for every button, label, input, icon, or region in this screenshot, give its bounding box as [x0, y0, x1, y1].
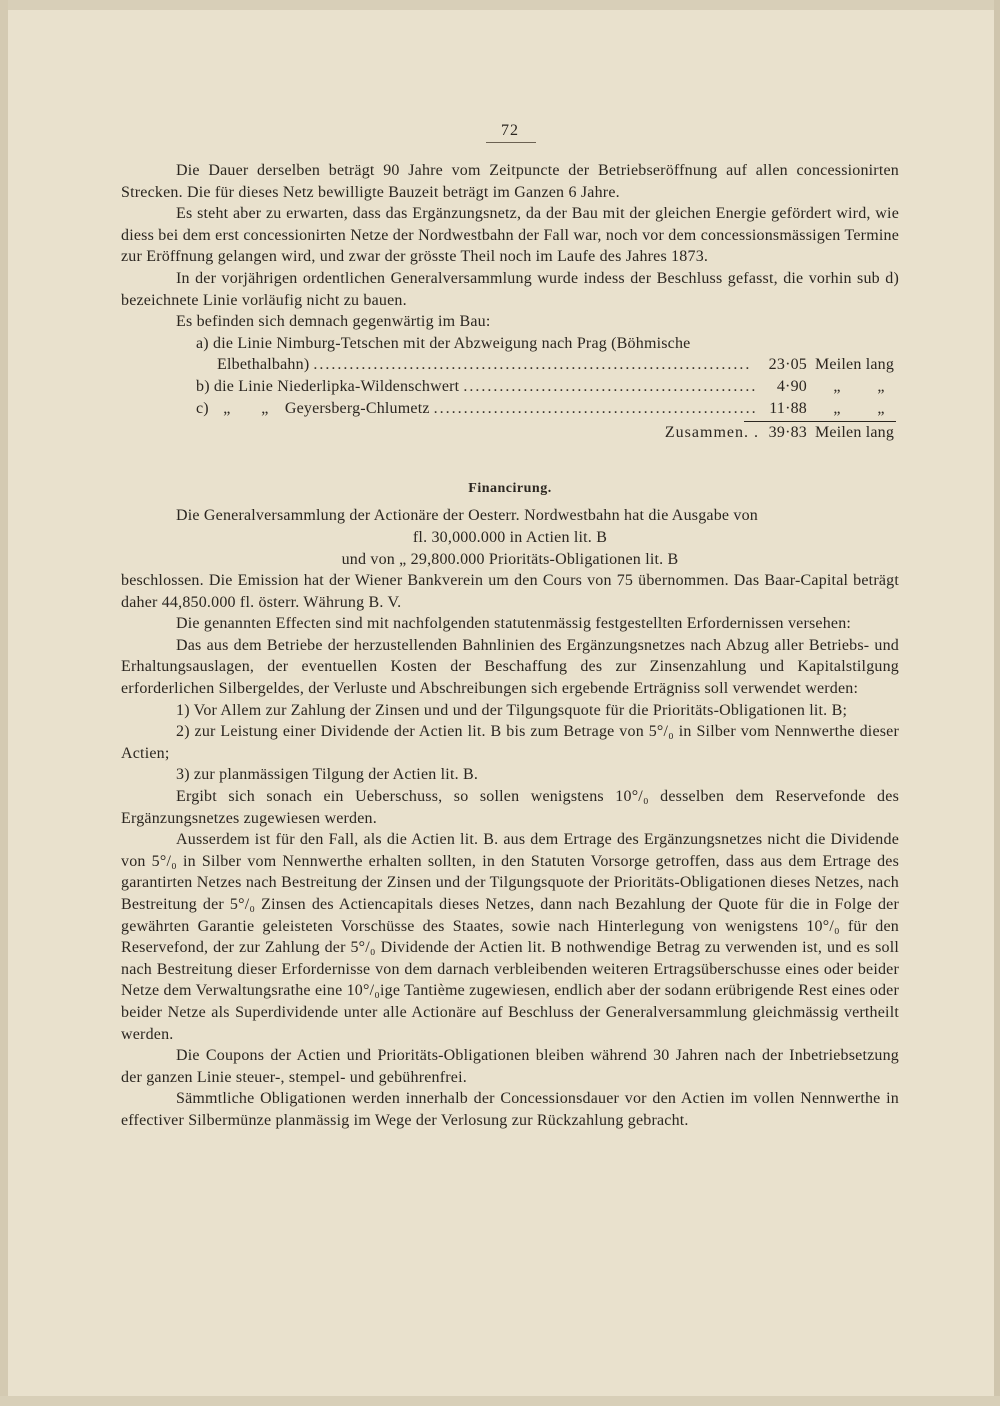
- paragraph: 3) zur planmässigen Tilgung der Actien lit. B.: [176, 766, 479, 784]
- page-number: 72: [501, 122, 519, 139]
- page-number-rule: [486, 142, 536, 143]
- dot-leader: [463, 376, 755, 398]
- page-edge-top: [0, 0, 1000, 10]
- paragraph: 2) zur Leistung einer Dividende der Actien lit. B bis zum Betrage von 5°/₀ in Silber vom Nennwerthe dieser Actien;: [121, 723, 899, 762]
- paragraph: Ergibt sich sonach ein Ueberschuss, so sollen wenigstens 10°/₀ desselben dem Reservefonde des Ergänzungsnetzes zugewiesen werden.: [121, 788, 899, 827]
- ditto-mark: „: [261, 399, 269, 417]
- line-c-amount: 11·88: [769, 399, 807, 417]
- line-c-label: Geyersberg-Chlumetz: [284, 399, 430, 417]
- line-a-text: a) die Linie Nimburg-Tetschen mit der Abzweigung nach Prag (Böhmische: [196, 334, 691, 352]
- line-b-amount: 4·90: [776, 377, 807, 395]
- paragraph: Die Dauer derselben beträgt 90 Jahre vom Zeitpuncte der Betriebseröffnung auf allen concessionirten Strecken. Die für dieses Netz bewilligte Bauzeit beträgt im Ganzen 6 Jahre.: [121, 162, 899, 201]
- paragraph: Es befinden sich demnach gegenwärtig im Bau:: [176, 313, 491, 331]
- list-item-b: [121, 376, 899, 398]
- line-c-prefix: c): [196, 399, 209, 417]
- line-a-unit: Meilen lang: [815, 356, 895, 374]
- total-label: Zusammen. .: [664, 424, 759, 442]
- page-edge-bottom: [0, 1396, 1000, 1406]
- paragraph: Ausserdem ist für den Fall, als die Actien lit. B. aus dem Ertrage des Ergänzungsnetzes nicht die Dividende von 5°/₀ in Silber vom Nennwerthe erhalten sollten, in den Statuten Vorsorge getroffen, dass aus dem Ertrage des garantirten Netzes nach Bestreitung der Zinsen und der Tilgungsquote der Prioritäts-Obligationen dieses Netzes, nach Bestreitung der 5°/₀ Zinsen des Actiencapitals dieses Netzes, dann nach Bezahlung der Quote für die in Folge der gewährten Garantie geleisteten Vorschüsse des Staates, sowie nach Hinterlegung von wenigstens 10°/₀ für den Reservefond, der zur Zahlung der 5°/₀ Dividende der Actien lit. B nothwendige Betrag zu verwenden ist, und es soll nach Bestreitung dieser Erfordernisse von dem darnach verbleibenden weiteren Ertragsüberschusse eines oder beider Netze dem Verwaltungsrathe eine 10°/₀ige Tantième zugewiesen, endlich aber der sodann erübrigende Rest eines oder beider Netze als Superdividende unter alle Actionäre auf Beschluss der Generalversammlung gleichmässig vertheilt werden.: [121, 831, 899, 1043]
- list-item-c: [121, 398, 899, 420]
- financing-intro: Die Generalversammlung der Actionäre der Oesterr. Nordwestbahn hat die Ausgabe von: [176, 507, 758, 525]
- paragraph: 1) Vor Allem zur Zahlung der Zinsen und und der Tilgungsquote für die Prioritäts-Obligationen lit. B;: [176, 701, 848, 719]
- paragraph: Die Coupons der Actien und Prioritäts-Obligationen bleiben während 30 Jahren nach der Inbetriebsetzung der ganzen Linie steuer-, stempel- und gebührenfrei.: [121, 1047, 899, 1086]
- dot-leader: [434, 398, 755, 420]
- total-amount: 39·83: [768, 424, 807, 442]
- paragraph: Sämmtliche Obligationen werden innerhalb der Concessionsdauer vor den Actien im vollen Nennwerthe in effectiver Silbermünze planmässig im Wege der Verlosung zur Rückzahlung gebracht.: [121, 1090, 899, 1129]
- paragraph: Die genannten Effecten sind mit nachfolgenden statutenmässig festgestellten Erfordernissen versehen:: [176, 615, 852, 633]
- line-a-amount: 23·05: [768, 356, 807, 374]
- line-b-unit: „ „: [833, 377, 885, 395]
- list-item-a-first-line: [121, 333, 899, 355]
- page-body: [121, 160, 899, 1132]
- line-c-unit: „ „: [833, 399, 885, 417]
- line-a-label: Elbethalbahn): [217, 356, 310, 374]
- ditto-mark: „: [223, 399, 231, 417]
- paragraph: Es steht aber zu erwarten, dass das Ergänzungsnetz, da der Bau mit der gleichen Energie gefördert wird, wie diess bei dem erst concessionirten Netze der Nordwestbahn der Fall war, noch vor dem concessionsmässigen Termine zur Eröffnung gelangen wird, und zwar der grösste Theil noch im Laufe des Jahres 1873.: [121, 205, 899, 266]
- total-unit: Meilen lang: [815, 424, 895, 442]
- financing-line-obligationen: und von „ 29,800.000 Prioritäts-Obligationen lit. B: [341, 550, 679, 568]
- line-b-label: b) die Linie Niederlipka-Wildenschwert: [196, 377, 460, 395]
- dot-leader: [313, 354, 755, 376]
- financing-line-actien: fl. 30,000.000 in Actien lit. B: [412, 528, 608, 546]
- construction-lines-list: [121, 333, 899, 444]
- paragraph: Das aus dem Betriebe der herzustellenden Bahnlinien des Ergänzungsnetzes nach Abzug aller Betriebs- und Erhaltungsauslagen, der eventuellen Kosten der Beschaffung des zur Zinsenzahlung und Kapitalstilgung erforderlichen Silbergeldes, der Verluste und Abschreibungen sich ergebende Erträgniss soll verwendet werden:: [121, 636, 899, 698]
- section-heading: Financirung.: [468, 480, 552, 496]
- page-edge-left: [0, 0, 8, 1406]
- paragraph: In der vorjährigen ordentlichen Generalversammlung wurde indess der Beschluss gefasst, die vorhin sub d) bezeichnete Linie vorläufig nicht zu bauen.: [121, 269, 899, 309]
- page-edge-right: [994, 0, 1000, 1406]
- financing-conclusion: beschlossen. Die Emission hat der Wiener Bankverein um den Cours von 75 übernommen. Das Baar-Capital beträgt daher 44,850.000 fl. österr. Währung B. V.: [121, 572, 899, 611]
- list-total: [121, 422, 899, 444]
- list-item-a: [121, 354, 899, 376]
